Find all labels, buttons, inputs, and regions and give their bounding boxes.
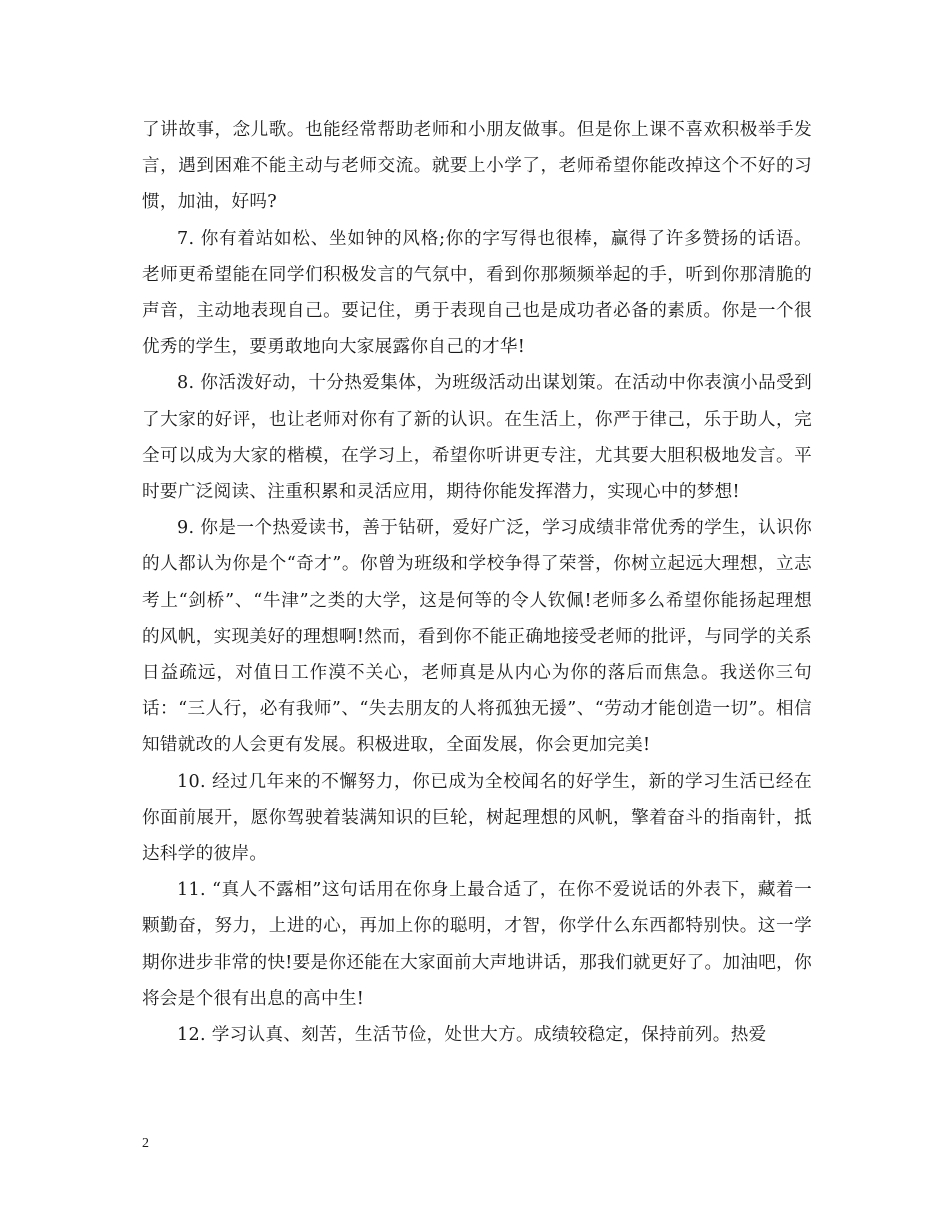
paragraph-item-7: 7. 你有着站如松、坐如钟的风格;你的字写得也很棒，赢得了许多赞扬的话语。老师更希望能在同学们积极发言的气氛中，看到你那频频举起的手，听到你那清脆的声音，主动地表现自己。要记住，勇于表现自己也是成功者必备的素质。你是一个很优秀的学生，要勇敢地向大家展露你自己的才华! (142, 228, 812, 358)
page-body (142, 112, 812, 1053)
page-number: 2 (142, 1136, 149, 1151)
paragraph-continued: 了讲故事，念儿歌。也能经常帮助老师和小朋友做事。但是你上课不喜欢积极举手发言，遇到困难不能主动与老师交流。就要上小学了，老师希望你能改掉这个不好的习惯，加油，好吗? (142, 120, 812, 213)
paragraph-item-11: 11. “真人不露相”这句话用在你身上最合适了，在你不爱说话的外表下，藏着一颗勤奋，努力，上进的心，再加上你的聪明，才智，你学什么东西都特别快。这一学期你进步非常的快!要是你还能在大家面前大声地讲话，那我们就更好了。加油吧，你将会是个很有出息的高中生! (142, 880, 812, 1009)
paragraph-item-12: 12. 学习认真、刻苦，生活节俭，处世大方。成绩较稳定，保持前列。热爱 (177, 1025, 767, 1046)
paragraph-item-9: 9. 你是一个热爱读书，善于钻研，爱好广泛，学习成绩非常优秀的学生，认识你的人都认为你是个“奇才”。你曾为班级和学校争得了荣誉，你树立起远大理想，立志考上“剑桥”、“牛津”之类的大学，这是何等的令人钦佩!老师多么希望你能扬起理想的风帆，实现美好的理想啊!然而，看到你不能正确地接受老师的批评，与同学的关系日益疏远，对值日工作漠不关心，老师真是从内心为你的落后而焦急。我送你三句话：“三人行，必有我师”、“失去朋友的人将孤独无援”、“劳动才能创造一切”。相信知错就改的人会更有发展。积极进取，全面发展，你会更加完美! (142, 518, 812, 756)
paragraph-item-8: 8. 你活泼好动，十分热爱集体，为班级活动出谋划策。在活动中你表演小品受到了大家的好评，也让老师对你有了新的认识。在生活上，你严于律己，乐于助人，完全可以成为大家的楷模，在学习上，希望你听讲更专注，尤其要大胆积极地发言。平时要广泛阅读、注重积累和灵活应用，期待你能发挥潜力，实现心中的梦想! (142, 373, 812, 503)
paragraph-item-10: 10. 经过几年来的不懈努力，你已成为全校闻名的好学生，新的学习生活已经在你面前展开，愿你驾驶着装满知识的巨轮，树起理想的风帆，擎着奋斗的指南针，抵达科学的彼岸。 (142, 771, 812, 865)
